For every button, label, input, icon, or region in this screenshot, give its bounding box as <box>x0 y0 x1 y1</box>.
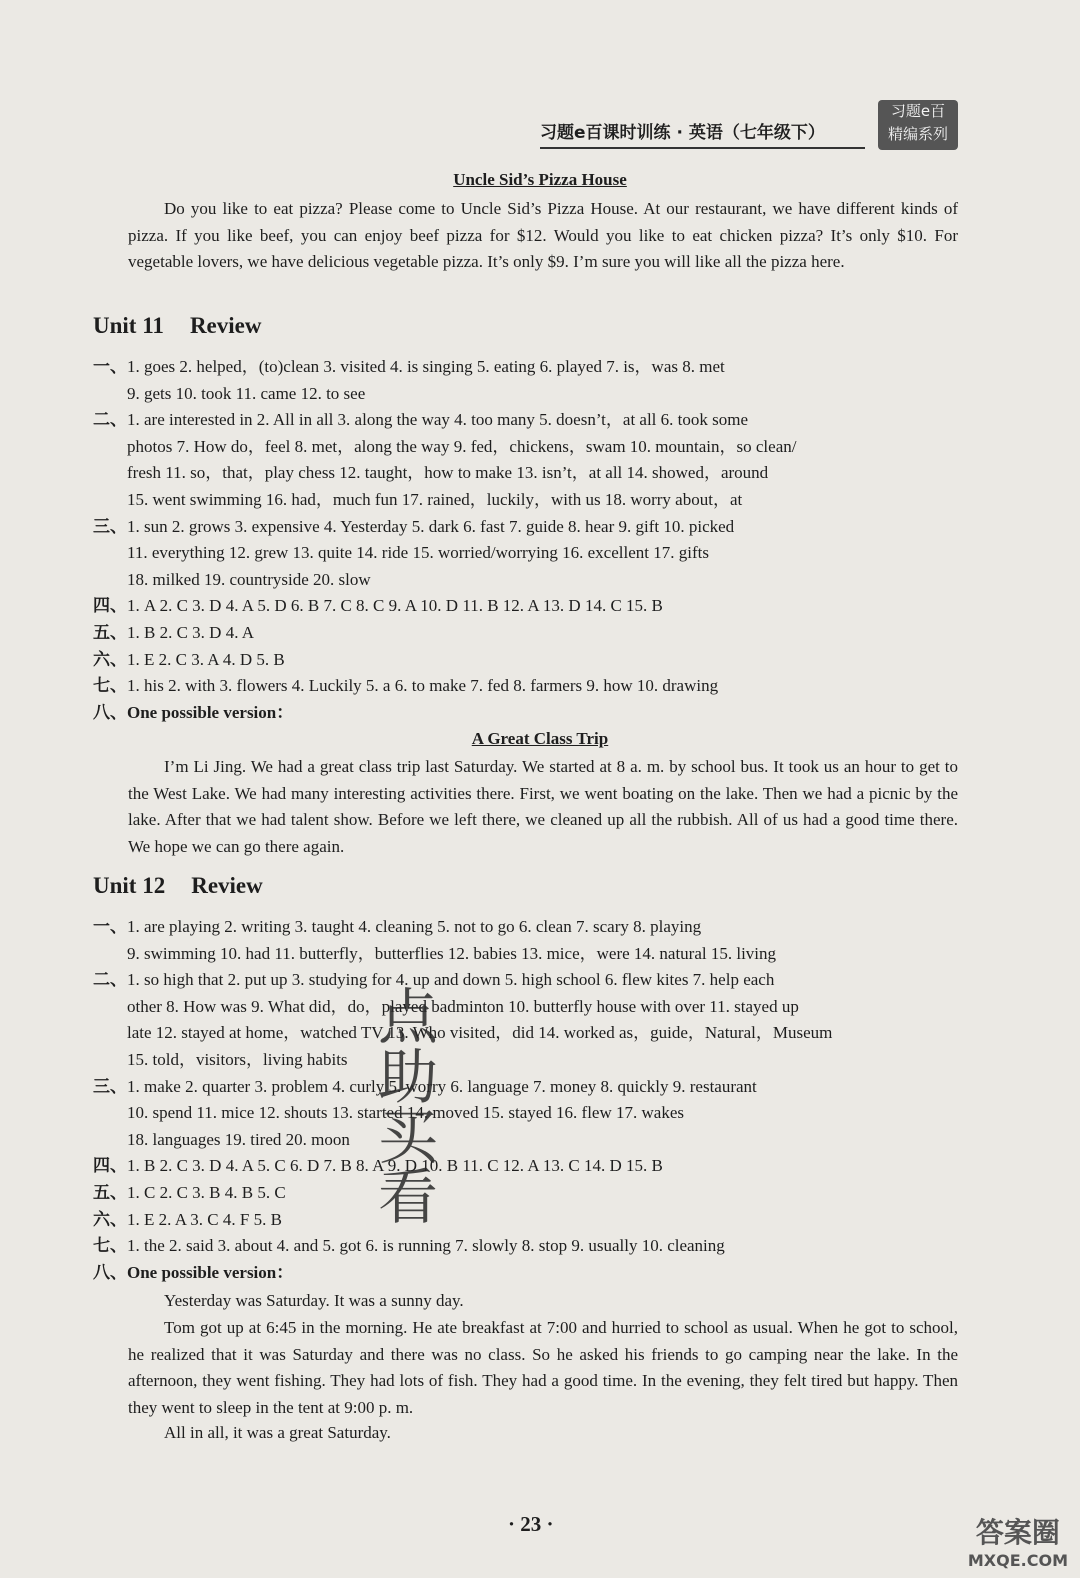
section-label: 三、 <box>93 516 127 536</box>
unit11-answer-line <box>93 700 963 727</box>
answer-text: 9. gets 10. took 11. came 12. to see <box>127 383 366 403</box>
handwritten-scribble: 点助买看 <box>368 985 438 1225</box>
answer-text: 1. so high that 2. put up 3. studying for 4. up and down 5. high school 6. flew kites 7. help each <box>127 970 775 990</box>
unit12-essay-p2: Tom got up at 6:45 in the morning. He ate breakfast at 7:00 and hurried to school as usual. When he got to school, he realized that it was Saturday and there was no class. So he asked his friends to go camping near the lake. In the afternoon, they went fishing. They had lots of fish. They had a good time. In the evening, they felt tired but happy. Then they went to sleep in the tent at 9:00 p. m. <box>128 1318 958 1417</box>
section-label: 五、 <box>93 623 127 642</box>
watermark-logo <box>968 1511 1068 1570</box>
unit11-answer-line <box>93 354 963 381</box>
answer-text: 1. are playing 2. writing 3. taught 4. cleaning 5. not to go 6. clean 7. scary 8. playing <box>127 917 702 936</box>
answer-text: 18. milked 19. countryside 20. slow <box>127 569 371 589</box>
unit11-answer-line <box>127 381 997 408</box>
answer-text: photos 7. How do，feel 8. met，along the way 9. fed，chickens，swam 10. mountain，so clean/ <box>127 436 797 456</box>
series-header: 习题e百课时训练 · 英语（七年级下） <box>540 118 865 149</box>
answer-text: 1. E 2. C 3. A 4. D 5. B <box>127 649 285 669</box>
unit12-answer-line <box>127 994 997 1021</box>
section-label: 三、 <box>93 1076 127 1096</box>
unit12-answer-line <box>127 941 997 968</box>
answer-text: 1. are interested in 2. All in all 3. along the way 4. too many 5. doesn’t，at all 6. took some <box>127 410 749 430</box>
answer-text: late 12. stayed at home，watched TV 13. Who visited，did 14. worked as，guide，Natural，Museum <box>127 1023 833 1043</box>
section-label: 五、 <box>93 1183 127 1202</box>
section-label: 八、 <box>93 702 127 722</box>
section-label: 一、 <box>93 357 127 376</box>
unit11-answer-line <box>93 647 963 674</box>
unit12-essay-p1: Yesterday was Saturday. It was a sunny day. <box>164 1291 464 1310</box>
answer-text: 11. everything 12. grew 13. quite 14. ride 15. worried/worrying 16. excellent 17. gifts <box>127 543 709 563</box>
unit12-answer-line <box>93 1074 963 1101</box>
watermark-text: 答案圈 <box>975 1516 1060 1549</box>
unit11-name: Unit 11 <box>93 313 164 338</box>
unit11-heading <box>93 313 261 339</box>
section-label: 二、 <box>93 410 127 430</box>
unit11-essay-title: A Great Class Trip <box>471 729 609 748</box>
answer-text: 1. E 2. A 3. C 4. F 5. B <box>127 1209 282 1229</box>
section-label: 二、 <box>93 970 127 990</box>
unit11-answer-line <box>93 593 963 620</box>
unit11-answer-line <box>127 540 997 567</box>
unit12-name: Unit 12 <box>93 873 166 898</box>
unit11-answer-line <box>93 673 963 700</box>
unit12-answer-line <box>127 1047 997 1074</box>
passage-title: Uncle Sid’s Pizza House <box>453 170 627 189</box>
section-label: 六、 <box>93 649 127 669</box>
unit11-answer-line <box>127 434 997 461</box>
answer-text: 1. sun 2. grows 3. expensive 4. Yesterday 5. dark 6. fast 7. guide 8. hear 9. gift 10. picked <box>127 516 735 536</box>
badge-line-2: 精编系列 <box>887 125 948 143</box>
unit11-answer-line <box>127 460 997 487</box>
unit12-heading <box>93 873 263 899</box>
answer-text: 18. languages 19. tired 20. moon <box>127 1129 350 1149</box>
answer-text: 15. went swimming 16. had，much fun 17. rained，luckily，with us 18. worry about，at <box>127 490 743 509</box>
unit11-answer-line <box>93 620 963 647</box>
answer-text: 10. spend 11. mice 12. shouts 13. started 14. moved 15. stayed 16. flew 17. wakes <box>127 1103 684 1123</box>
answer-text: other 8. How was 9. What did，do，played badminton 10. butterfly house with over 11. stayed up <box>127 996 799 1016</box>
unit12-answer-line <box>127 1020 997 1047</box>
answer-text: 1. C 2. C 3. B 4. B 5. C <box>127 1183 286 1202</box>
unit12-answer-line <box>93 1233 963 1260</box>
answer-text: 1. the 2. said 3. about 4. and 5. got 6. is running 7. slowly 8. stop 9. usually 10. cleaning <box>127 1236 725 1256</box>
section-label: 四、 <box>93 596 127 616</box>
watermark-url: MXQE.COM <box>967 1551 1068 1570</box>
unit11-review: Review <box>189 313 262 338</box>
passage-text: Do you like to eat pizza? Please come to Uncle Sid’s Pizza House. At our restaurant, we have different kinds of pizza. If you like beef, you can enjoy beef pizza for $12. Would you like to eat chicken pizza? It’s only $10. For vegetable lovers, we have delicious vegetable pizza. It’s only $9. I’m sure you will like all the pizza here. <box>128 199 958 271</box>
answer-text: 9. swimming 10. had 11. butterfly，butterflies 12. babies 13. mice，were 14. natural 15. living <box>127 943 777 963</box>
unit12-answer-line <box>93 967 963 994</box>
unit12-answer-line <box>93 914 963 941</box>
answer-text: One possible version： <box>127 1262 294 1282</box>
unit11-answer-line <box>127 567 997 594</box>
unit12-answer-line <box>93 1180 963 1207</box>
answer-text: 1. B 2. C 3. D 4. A <box>127 623 255 642</box>
unit12-answer-line <box>93 1260 963 1287</box>
answer-text: fresh 11. so，that，play chess 12. taught，how to make 13. isn’t，at all 14. showed，around <box>127 463 769 483</box>
unit11-answer-line <box>127 487 997 514</box>
section-label: 六、 <box>93 1209 127 1229</box>
answer-text: One possible version： <box>127 702 294 722</box>
unit12-answer-line <box>127 1127 997 1154</box>
answer-text: 1. B 2. C 3. D 4. A 5. C 6. D 7. B 8. A 9. D 10. B 11. C 12. A 13. C 14. D 15. B <box>127 1156 663 1176</box>
unit12-answer-line <box>93 1207 963 1234</box>
unit11-answer-line <box>93 514 963 541</box>
unit11-essay: I’m Li Jing. We had a great class trip last Saturday. We started at 8 a. m. by school bus. It took us an hour to get to the West Lake. We had many interesting activities there. First, we went boating on the lake. Then we had a picnic by the lake. After that we had talent show. Before we left there, we cleaned up all the rubbish. All of us had a good time there. We hope we can go there again. <box>128 757 958 856</box>
answer-text: 1. his 2. with 3. flowers 4. Luckily 5. a 6. to make 7. fed 8. farmers 9. how 10. drawing <box>127 676 719 696</box>
answer-text: 15. told，visitors，living habits <box>127 1050 348 1069</box>
unit12-essay-p3: All in all, it was a great Saturday. <box>164 1423 391 1442</box>
section-label: 一、 <box>93 917 127 936</box>
section-label: 七、 <box>93 1236 127 1256</box>
unit12-answer-line <box>127 1100 997 1127</box>
section-label: 八、 <box>93 1262 127 1282</box>
page-number: · 23 · <box>508 1512 554 1536</box>
unit12-review: Review <box>191 873 263 898</box>
answer-text: 1. goes 2. helped，(to)clean 3. visited 4. is singing 5. eating 6. played 7. is，was 8. met <box>127 357 725 376</box>
answer-text: 1. make 2. quarter 3. problem 4. curly 5. worry 6. language 7. money 8. quickly 9. restaurant <box>127 1076 757 1096</box>
section-label: 四、 <box>93 1156 127 1176</box>
section-label: 七、 <box>93 676 127 696</box>
badge-line-1: 习题e百 <box>890 102 946 120</box>
unit12-answer-line <box>93 1153 963 1180</box>
answer-text: 1. A 2. C 3. D 4. A 5. D 6. B 7. C 8. C 9. A 10. D 11. B 12. A 13. D 14. C 15. B <box>127 596 663 616</box>
unit11-answer-line <box>93 407 963 434</box>
series-badge <box>878 100 958 150</box>
